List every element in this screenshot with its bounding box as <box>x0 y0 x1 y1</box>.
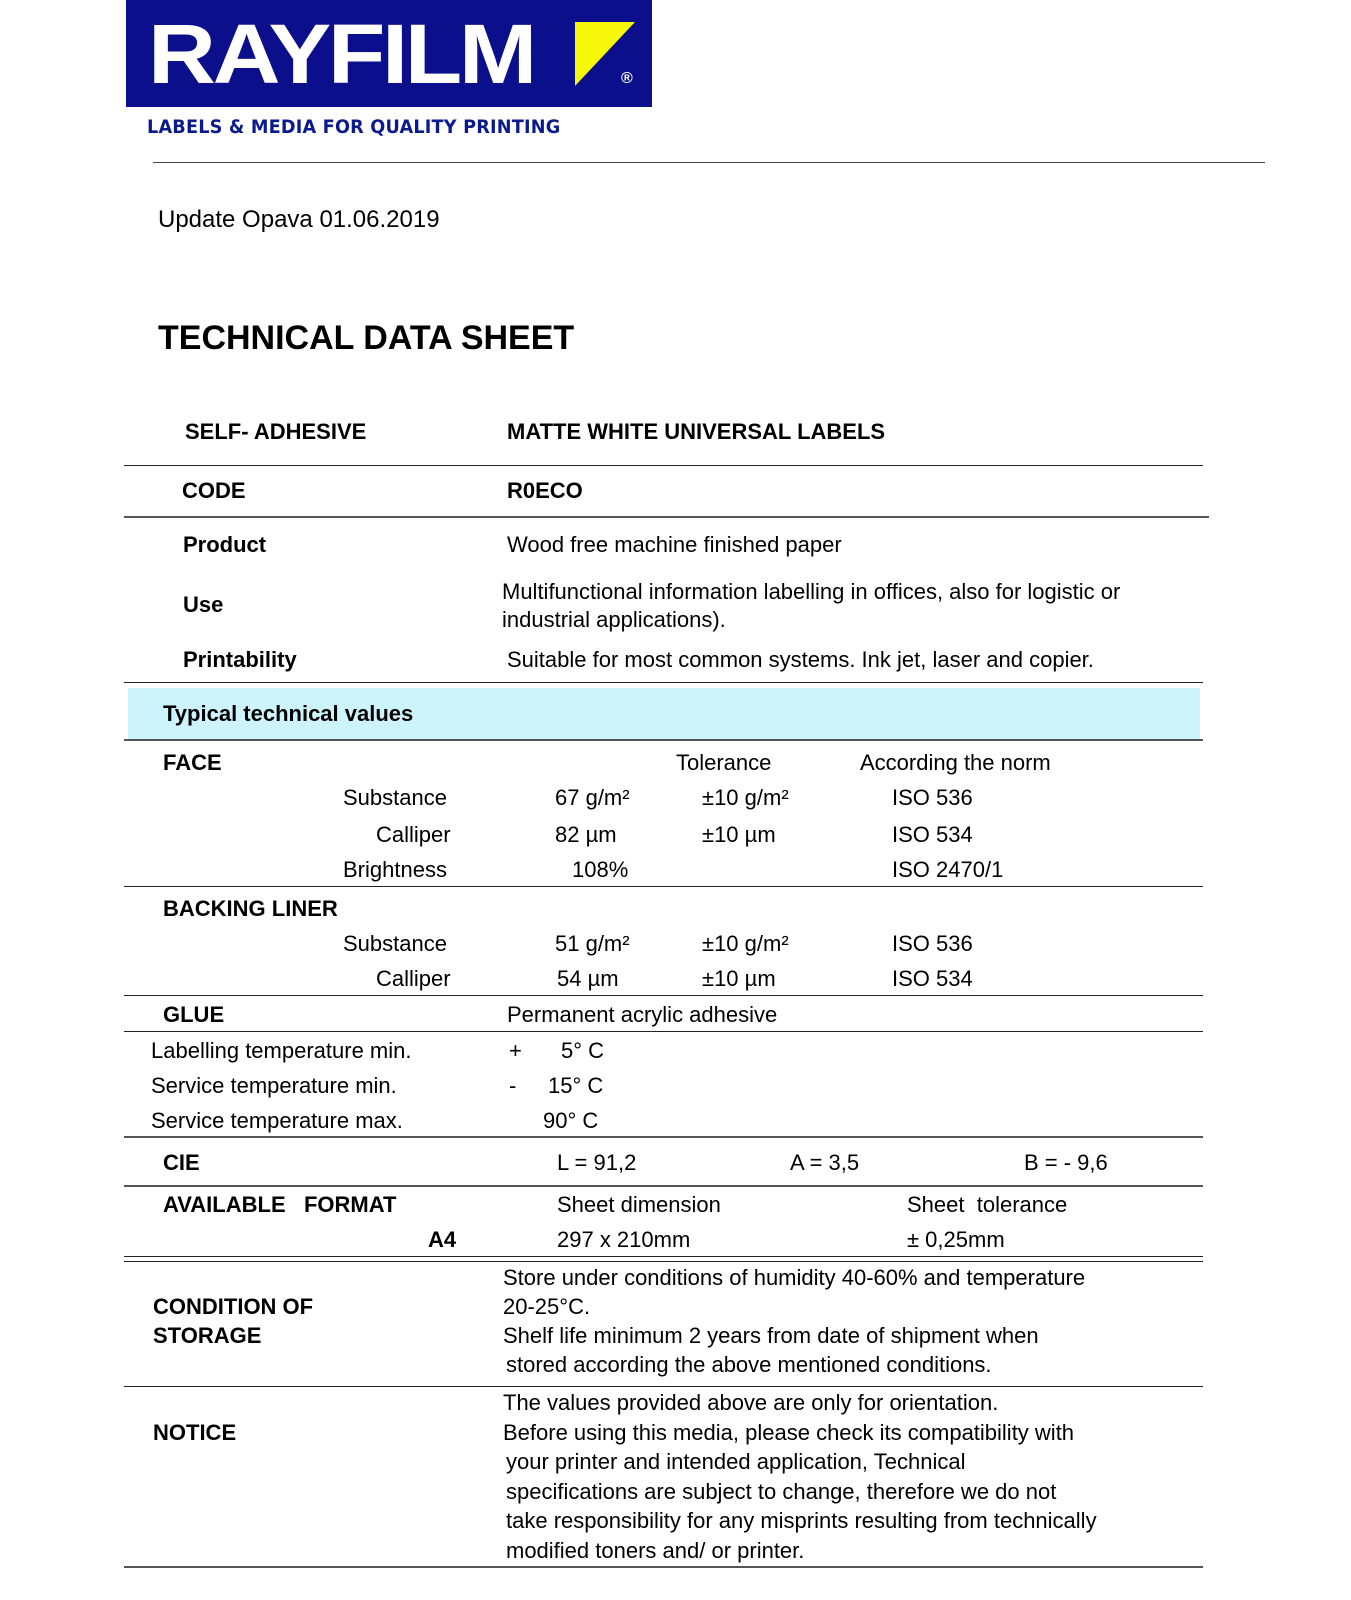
backing-calliper-tolerance: ±10 µm <box>702 966 776 991</box>
storage-line: 20-25°C. <box>503 1294 591 1319</box>
storage-label-line-1: CONDITION OF <box>153 1294 314 1319</box>
backing-calliper-value: 54 µm <box>557 966 619 991</box>
logo-tagline: LABELS & MEDIA FOR QUALITY PRINTING <box>147 116 561 138</box>
storage-label-line-2: STORAGE <box>153 1323 262 1348</box>
backing-substance-value: 51 g/m² <box>555 931 630 956</box>
divider <box>124 682 1203 683</box>
face-substance-norm: ISO 536 <box>892 785 973 810</box>
face-substance-label: Substance <box>343 785 447 810</box>
notice-label: NOTICE <box>153 1420 237 1445</box>
notice-line: The values provided above are only for orientation. <box>503 1390 999 1415</box>
divider <box>124 886 1203 887</box>
divider <box>124 995 1203 996</box>
service-temp-min-label: Service temperature min. <box>151 1073 397 1098</box>
labelling-temp-value: 5° C <box>561 1038 605 1063</box>
double-divider-top <box>124 1256 1203 1257</box>
notice-line: Before using this media, please check its compatibility with <box>503 1420 1075 1445</box>
sheet-dimension-value: 297 x 210mm <box>557 1227 691 1252</box>
logo-brand-text: RAYFILM <box>148 7 534 101</box>
page-title: TECHNICAL DATA SHEET <box>158 319 575 357</box>
cie-b-value: B = - 9,6 <box>1024 1150 1108 1175</box>
service-temp-max-label: Service temperature max. <box>151 1108 403 1133</box>
backing-substance-label: Substance <box>343 931 447 956</box>
format-size: A4 <box>428 1227 457 1252</box>
divider <box>124 1031 1203 1032</box>
face-substance-tolerance: ±10 g/m² <box>702 785 789 810</box>
divider <box>124 1136 1203 1138</box>
registered-mark-icon: ® <box>621 70 633 87</box>
face-heading: FACE <box>163 750 222 775</box>
face-calliper-tolerance: ±10 µm <box>702 822 776 847</box>
labelling-temp-sign: + <box>509 1038 522 1063</box>
product-name: MATTE WHITE UNIVERSAL LABELS <box>507 419 886 444</box>
typical-values-heading: Typical technical values <box>163 701 414 726</box>
backing-calliper-norm: ISO 534 <box>892 966 973 991</box>
face-calliper-label: Calliper <box>376 822 451 847</box>
product-value: Wood free machine finished paper <box>507 532 842 557</box>
backing-liner-heading: BACKING LINER <box>163 896 338 921</box>
sheet-dimension-header: Sheet dimension <box>557 1192 721 1217</box>
face-brightness-norm: ISO 2470/1 <box>892 857 1004 882</box>
divider <box>124 1386 1203 1387</box>
notice-line: take responsibility for any misprints resulting from technically <box>506 1508 1097 1533</box>
service-temp-min-sign: - <box>509 1073 517 1098</box>
tolerance-header: Tolerance <box>676 750 772 775</box>
divider <box>124 739 1203 741</box>
divider <box>124 1566 1203 1568</box>
update-line: Update Opava 01.06.2019 <box>158 206 440 233</box>
backing-calliper-label: Calliper <box>376 966 451 991</box>
backing-substance-norm: ISO 536 <box>892 931 973 956</box>
use-line-1: Multifunctional information labelling in offices, also for logistic or <box>502 579 1121 604</box>
rayfilm-logo <box>126 0 652 107</box>
printability-value: Suitable for most common systems. Ink jet, laser and copier. <box>507 647 1094 672</box>
backing-substance-tolerance: ±10 g/m² <box>702 931 789 956</box>
norm-header: According the norm <box>860 750 1051 775</box>
cie-l-value: L = 91,2 <box>557 1150 637 1175</box>
notice-line: specifications are subject to change, therefore we do not <box>506 1479 1057 1504</box>
face-calliper-norm: ISO 534 <box>892 822 973 847</box>
face-brightness-value: 108% <box>572 857 629 882</box>
face-brightness-label: Brightness <box>343 857 447 882</box>
cie-a-value: A = 3,5 <box>790 1150 860 1175</box>
divider <box>124 465 1203 466</box>
face-substance-value: 67 g/m² <box>555 785 630 810</box>
sheet-tolerance-header: Sheet tolerance <box>907 1192 1068 1217</box>
use-line-2: industrial applications). <box>502 607 726 632</box>
divider <box>124 1185 1203 1187</box>
storage-line: Store under conditions of humidity 40-60% and temperature <box>503 1265 1086 1290</box>
face-calliper-value: 82 µm <box>555 822 617 847</box>
code-value: R0ECO <box>507 478 583 503</box>
notice-line: your printer and intended application, Technical <box>506 1449 966 1474</box>
divider <box>124 516 1209 518</box>
cie-label: CIE <box>163 1150 200 1175</box>
available-format-label: AVAILABLE FORMAT <box>163 1192 397 1217</box>
service-temp-max-value: 90° C <box>543 1108 599 1133</box>
storage-line: stored according the above mentioned conditions. <box>506 1352 992 1377</box>
category-label: SELF- ADHESIVE <box>185 419 367 444</box>
use-label: Use <box>183 592 224 617</box>
notice-line: modified toners and/ or printer. <box>506 1538 805 1563</box>
glue-label: GLUE <box>163 1002 225 1027</box>
sheet-tolerance-value: ± 0,25mm <box>907 1227 1005 1252</box>
double-divider-bottom <box>124 1261 1203 1262</box>
header-divider <box>153 162 1265 163</box>
printability-label: Printability <box>183 647 297 672</box>
code-label: CODE <box>182 478 246 503</box>
storage-line: Shelf life minimum 2 years from date of shipment when <box>503 1323 1039 1348</box>
labelling-temp-label: Labelling temperature min. <box>151 1038 412 1063</box>
product-label: Product <box>183 532 267 557</box>
service-temp-min-value: 15° C <box>548 1073 604 1098</box>
glue-value: Permanent acrylic adhesive <box>507 1002 778 1027</box>
